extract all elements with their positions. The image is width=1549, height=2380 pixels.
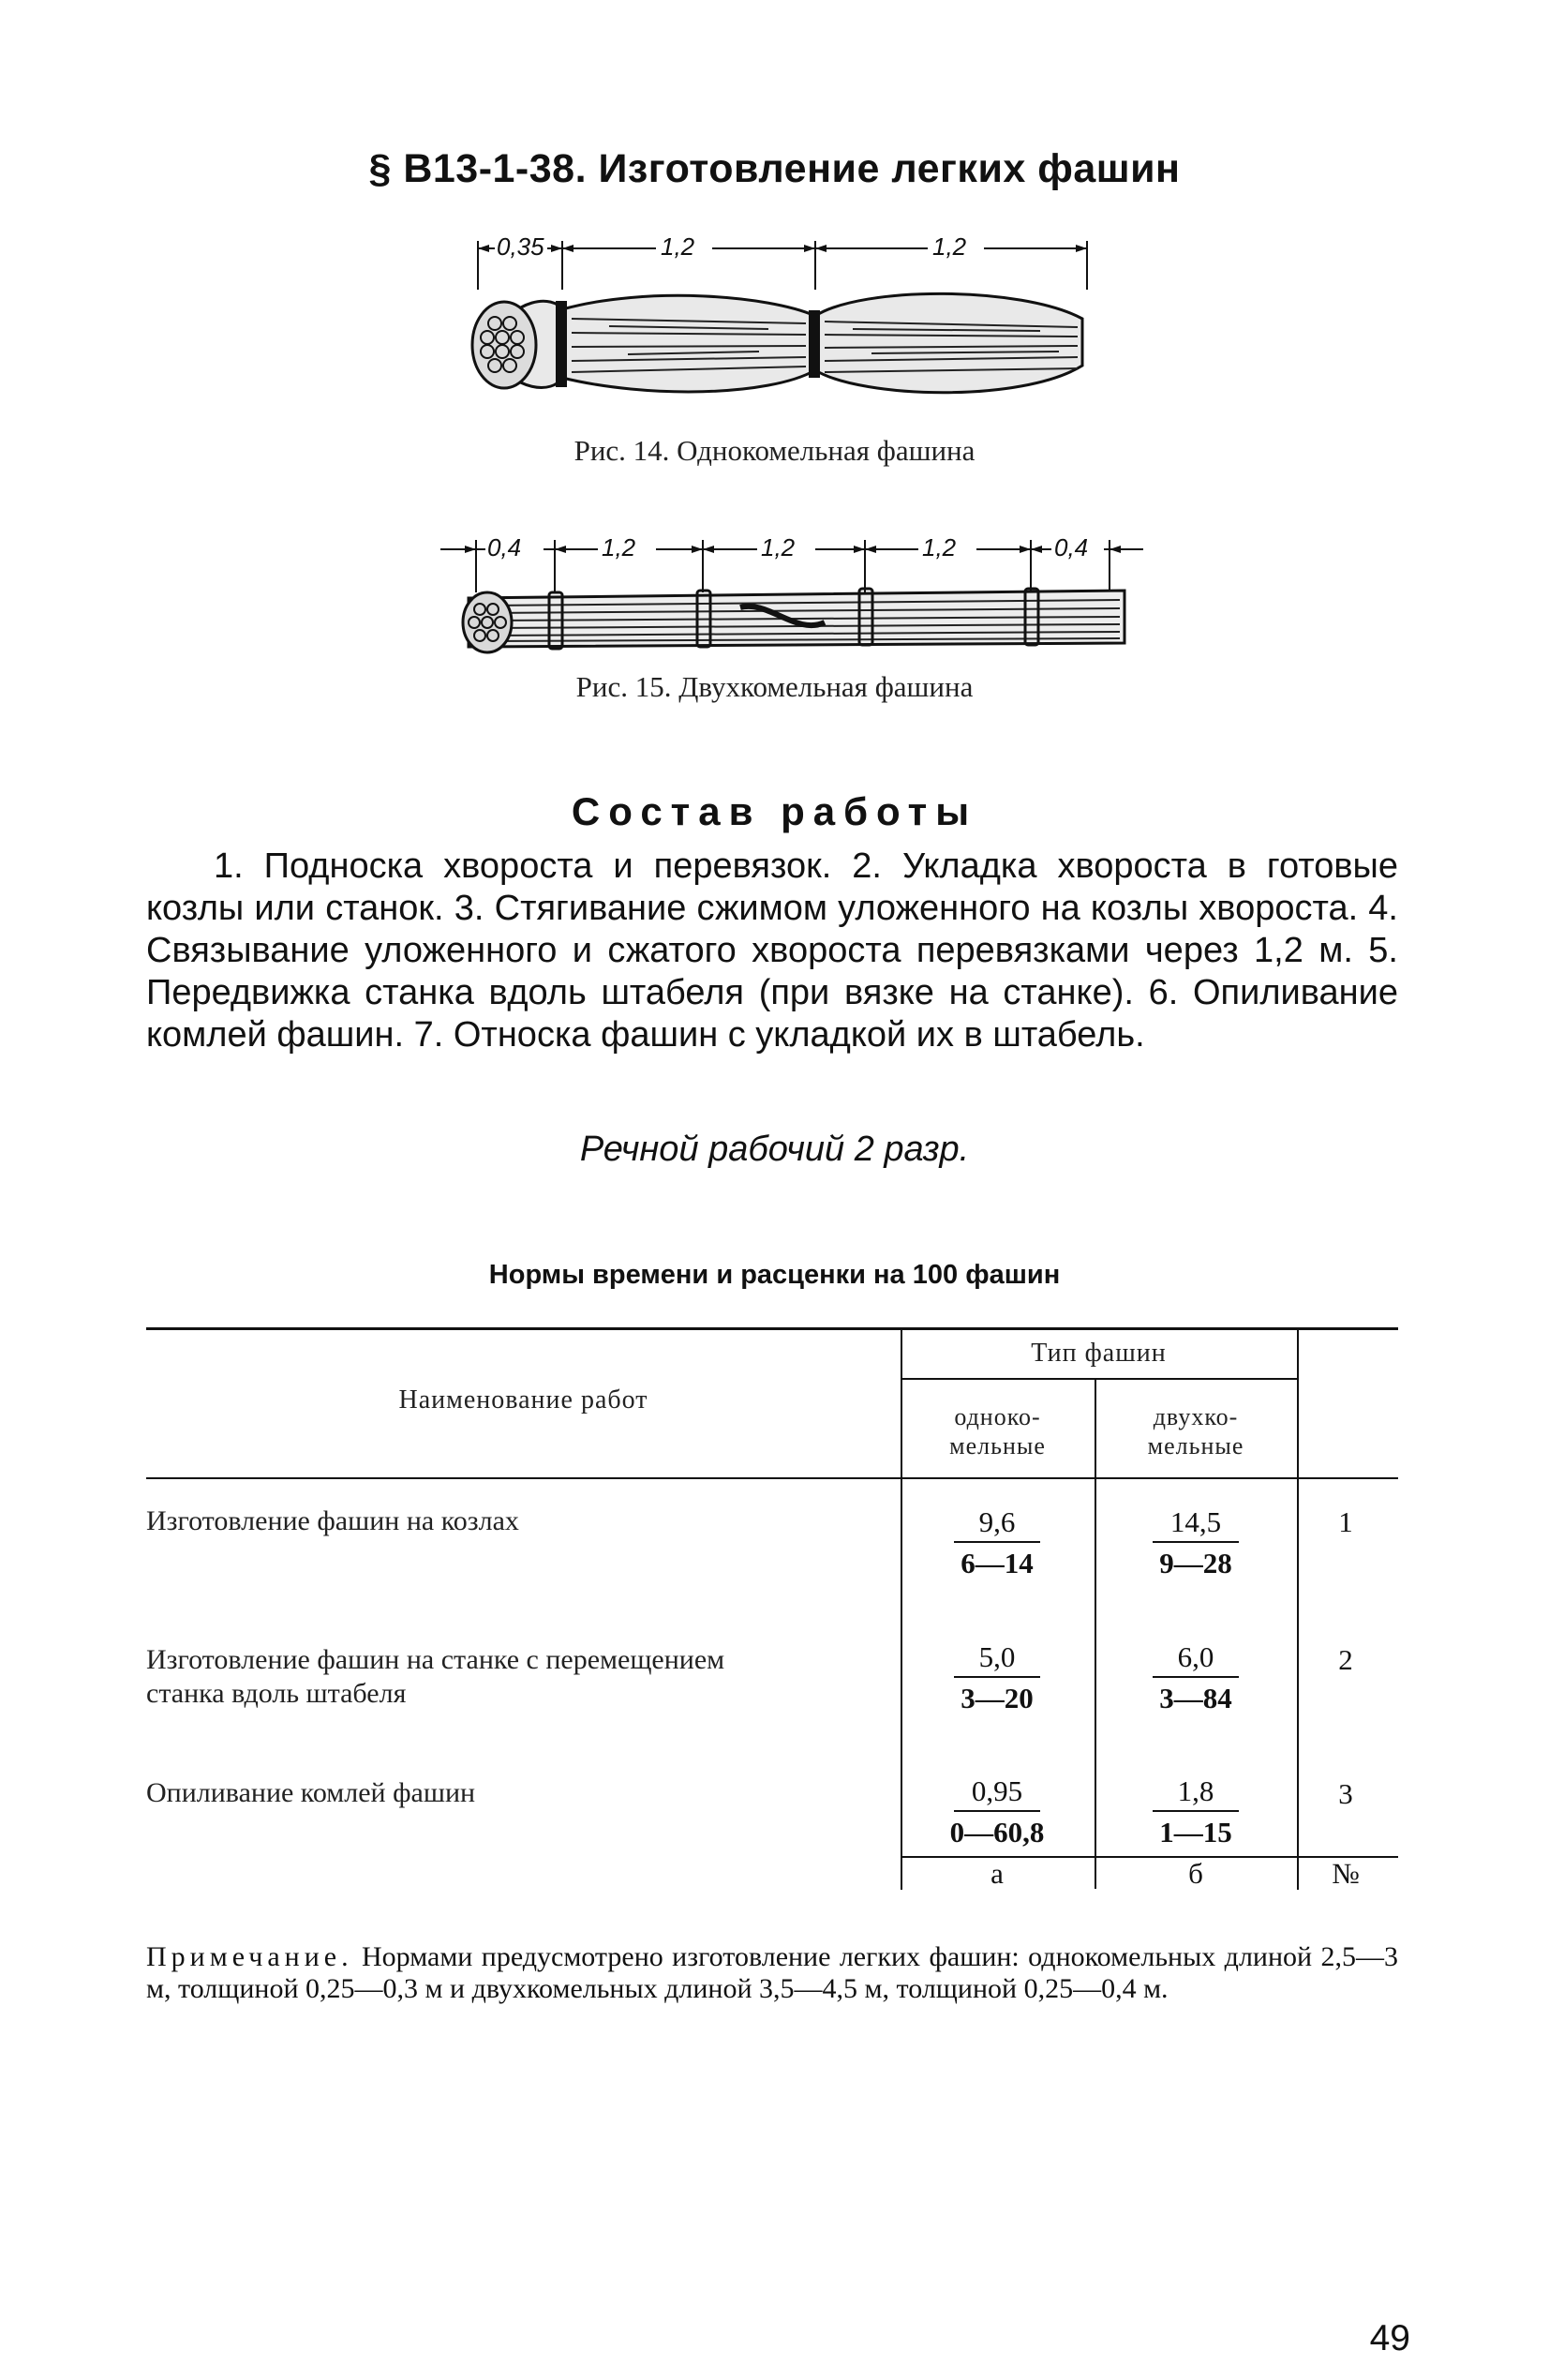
dim-label-span-3: 1,2	[922, 533, 957, 561]
dim-label-span-2: 1,2	[932, 232, 967, 261]
page-number: 49	[1369, 2318, 1410, 2358]
note-label: Примечание.	[146, 1941, 353, 1972]
figure-14-caption: Рис. 14. Однокомельная фашина	[573, 434, 976, 467]
dim-label-span-1: 1,2	[661, 232, 695, 261]
dim-label-butt-left: 0,4	[487, 533, 522, 561]
row-3-number: 3	[1338, 1777, 1353, 1810]
table-title: Нормы времени и расценки на 100 фашин	[488, 1260, 1061, 1290]
row-1-col-b-value: $\frac{14,5}{9—28}$	[1135, 1505, 1257, 1580]
header-type-group: Тип фашин	[1031, 1339, 1167, 1368]
note	[146, 1941, 1398, 2005]
table-row-1-name: Изготовление фашин на козлах	[146, 1505, 519, 1536]
norms-table	[146, 1327, 1398, 1890]
row-2-number: 2	[1338, 1643, 1353, 1676]
header-col-a: одноко- мельные	[949, 1403, 1046, 1459]
section-title: Состав работы	[571, 789, 978, 833]
row-1-number: 1	[1338, 1505, 1353, 1538]
dim-label-butt-right: 0,4	[1054, 533, 1089, 561]
figure-15-caption: Рис. 15. Двухкомельная фашина	[575, 670, 974, 703]
header-col-b: двухко- мельные	[1147, 1403, 1244, 1459]
footer-col-no: №	[1332, 1857, 1360, 1890]
footer-col-a: а	[990, 1857, 1004, 1890]
table-row-2-name: Изготовление фашин на станке с перемещением станка вдоль штабеля	[146, 1644, 725, 1709]
figure-15	[431, 525, 1162, 666]
row-2-col-a-value: $\frac{5,0}{3—20}$	[936, 1640, 1058, 1715]
table-row-3-name: Опиливание комлей фашин	[146, 1777, 476, 1808]
figure-14	[459, 230, 1106, 417]
header-work-name: Наименование работ	[398, 1385, 648, 1415]
row-2-col-b-value: $\frac{6,0}{3—84}$	[1135, 1640, 1257, 1715]
dim-label-butt: 0,35	[497, 232, 544, 261]
row-3-col-b-value: $\frac{1,8}{1—15}$	[1135, 1774, 1257, 1849]
worker-category: Речной рабочий 2 разр.	[579, 1130, 970, 1169]
footer-col-b: б	[1188, 1857, 1203, 1890]
section-heading: § В13-1-38. Изготовление легких фашин	[368, 146, 1181, 191]
row-3-col-a-value: $\frac{0,95}{0—60,8}$	[949, 1774, 1045, 1849]
note-text: Нормами предусмотрено изготовление легких фашин: однокомельных длиной 2,5—3 м, толщиной 0,25—0,3 м и двухкомельных длиной 3,5—4,5 м, толщиной 0,25—0,4 м.	[146, 1941, 1398, 2004]
work-composition-text: 1. Подноска хвороста и перевязок. 2. Укладка хвороста в готовые козлы или станок. 3. Стягивание сжимом уложенного на козлы хвороста. 4. Связывание уложенного и сжатого хвороста перевязками через 1,2 м. 5. Передвижка станка вдоль штабеля (при вязке на станке). 6. Опиливание комлей фашин. 7. Относка фашин с укладкой их в штабель.	[146, 846, 1398, 1055]
dim-label-span-1: 1,2	[602, 533, 636, 561]
dim-label-span-2: 1,2	[761, 533, 796, 561]
row-1-col-a-value: $\frac{9,6}{6—14}$	[936, 1505, 1058, 1580]
single-butt-fascine-drawing	[459, 230, 1106, 417]
double-butt-fascine-drawing	[431, 525, 1162, 666]
